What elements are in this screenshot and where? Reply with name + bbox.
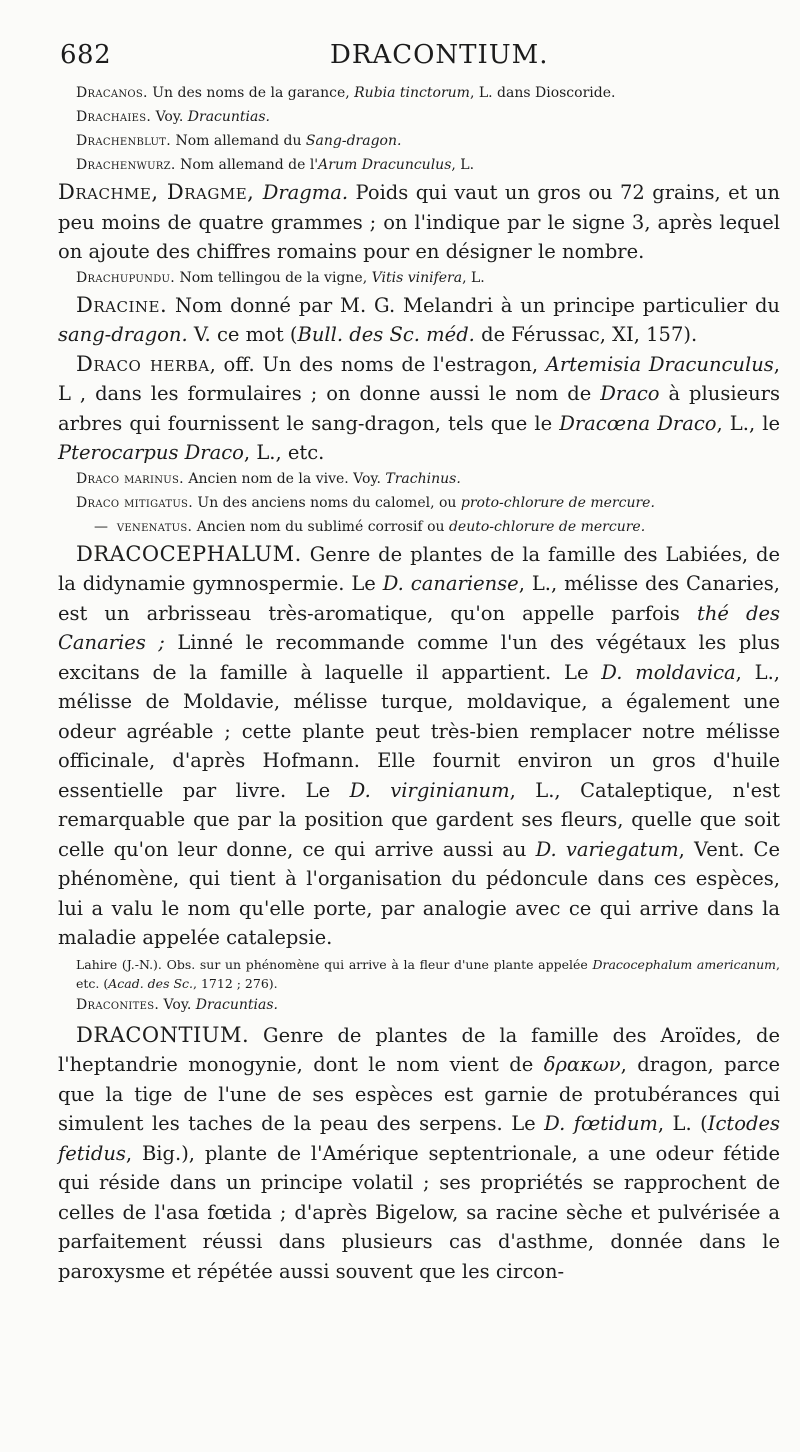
running-title: DRACONTIUM. — [330, 40, 549, 70]
page-body — [58, 82, 780, 1286]
ditto-dash: — — [94, 518, 108, 535]
entry-draco-marinus: Draco marinus. Ancien nom de la vive. Voy. Trachinus. — [76, 470, 461, 487]
entry-draconites: Draconites. Voy. Dracuntias. — [76, 996, 278, 1013]
entry-term: Draco herba — [76, 351, 210, 376]
entry-term: Drachupundu. — [76, 269, 176, 286]
entry-term: Draco marinus. — [76, 470, 184, 487]
greek-word: δρακων — [543, 1053, 621, 1076]
entry-drachupundu: Drachupundu. Nom tellingou de la vigne, Vitis vinifera, L. — [76, 269, 485, 286]
entry-term: Drachaies. — [76, 109, 152, 125]
running-head — [60, 40, 770, 80]
entry-term: Drachenwurz. — [76, 157, 176, 173]
entry-venenatus: — venenatus. Ancien nom du sublimé corrosif ou deuto-chlorure de mercure. — [94, 518, 646, 535]
entry-drachenblut: Drachenblut. Nom allemand du Sang-dragon. — [76, 133, 402, 149]
entry-draco-mitigatus: Draco mitigatus. Un des anciens noms du calomel, ou proto-chlorure de mercure. — [76, 494, 655, 511]
entry-term: Drachenblut. — [76, 133, 171, 149]
entry-draco-herba: Draco herba, off. Un des noms de l'estragon, Artemisia Dracunculus, L , dans les formulaires ; on donne aussi le nom de Draco à plusieurs arbres qui fournissent le sang-dragon, tels que le Dracœna Draco, L., le Pterocarpus Draco, L., etc. — [58, 351, 780, 464]
bibliography-lahire: Lahire (J.-N.). Obs. sur un phénomène qui arrive à la fleur d'une plante appelée Dracocephalum americanum, etc. (Acad. des Sc., 1712 ; 276). — [76, 956, 780, 991]
entry-dracine: Dracine. Nom donné par M. G. Melandri à un principe particulier du sang-dragon. V. ce mot (Bull. des Sc. méd. de Férussac, XI, 157). — [58, 292, 780, 346]
entry-term: venenatus. — [116, 518, 193, 535]
entry-term: Draco mitigatus. — [76, 494, 193, 511]
entry-drachaies: Drachaies. Voy. Dracuntias. — [76, 109, 271, 125]
entry-term: Drachme, Dragme, — [58, 180, 263, 204]
entry-dracanos: Dracanos. Un des noms de la garance, Rubia tinctorum, L. dans Dioscoride. — [76, 85, 616, 101]
entry-drachme: Drachme, Dragme, Dragma. Poids qui vaut un gros ou 72 grains, et un peu moins de quatre grammes ; on l'indique par le signe 3, après lequel on ajoute des chiffres romains pour en désigner le nombre. — [58, 180, 780, 263]
page-number: 682 — [60, 40, 112, 70]
entry-term: DRACONTIUM. — [76, 1022, 250, 1047]
entry-drachenwurz: Drachenwurz. Nom allemand de l'Arum Dracunculus, L. — [76, 157, 475, 173]
entry-dracontium: DRACONTIUM. Genre de plantes de la famille des Aroïdes, de l'heptandrie monogynie, dont le nom vient de δρακων, dragon, parce que la tige de l'une de ses espèces est garnie de protubérances qui simulent les taches de la peau des serpens. Le D. fœtidum, L. (Ictodes fetidus, Big.), plante de l'Amérique septentrionale, a une odeur fétide qui réside dans un principe volatil ; ses propriétés se rapprochent de celles de l'asa fœtida ; d'après Bigelow, sa racine sèche et pulvérisée a parfaitement réussi dans plusieurs cas d'asthme, donnée dans le paroxysme et répétée aussi souvent que les circon- — [58, 1022, 780, 1283]
entry-dracocephalum: DRACOCEPHALUM. Genre de plantes de la famille des Labiées, de la didynamie gymnospermie. Le D. canariense, L., mélisse des Canaries, est un arbrisseau très-aromatique, qu'on appelle parfois thé des Canaries ; Linné le recommande comme l'un des végétaux les plus excitans de la famille à laquelle il appartient. Le D. moldavica, L., mélisse de Moldavie, mélisse turque, moldavique, a également une odeur agréable ; cette plante peut très-bien remplacer notre mélisse officinale, d'après Hofmann. Elle fournit environ un gros d'huile essentielle par livre. Le D. virginianum, L., Cataleptique, n'est remarquable que par la position que gardent ses fleurs, quelle que soit celle qu'on leur donne, ce qui arrive aussi au D. variegatum, Vent. Ce phénomène, qui tient à l'organisation du pédoncule dans ces espèces, lui a valu le nom qu'elle porte, par analogie avec ce qui arrive dans la maladie appelée catalepsie. — [58, 541, 780, 949]
entry-term: Dracine. — [76, 292, 168, 317]
entry-term: DRACOCEPHALUM. — [76, 541, 302, 566]
entry-term: Draconites. — [76, 996, 160, 1013]
entry-term: Dracanos. — [76, 85, 148, 101]
